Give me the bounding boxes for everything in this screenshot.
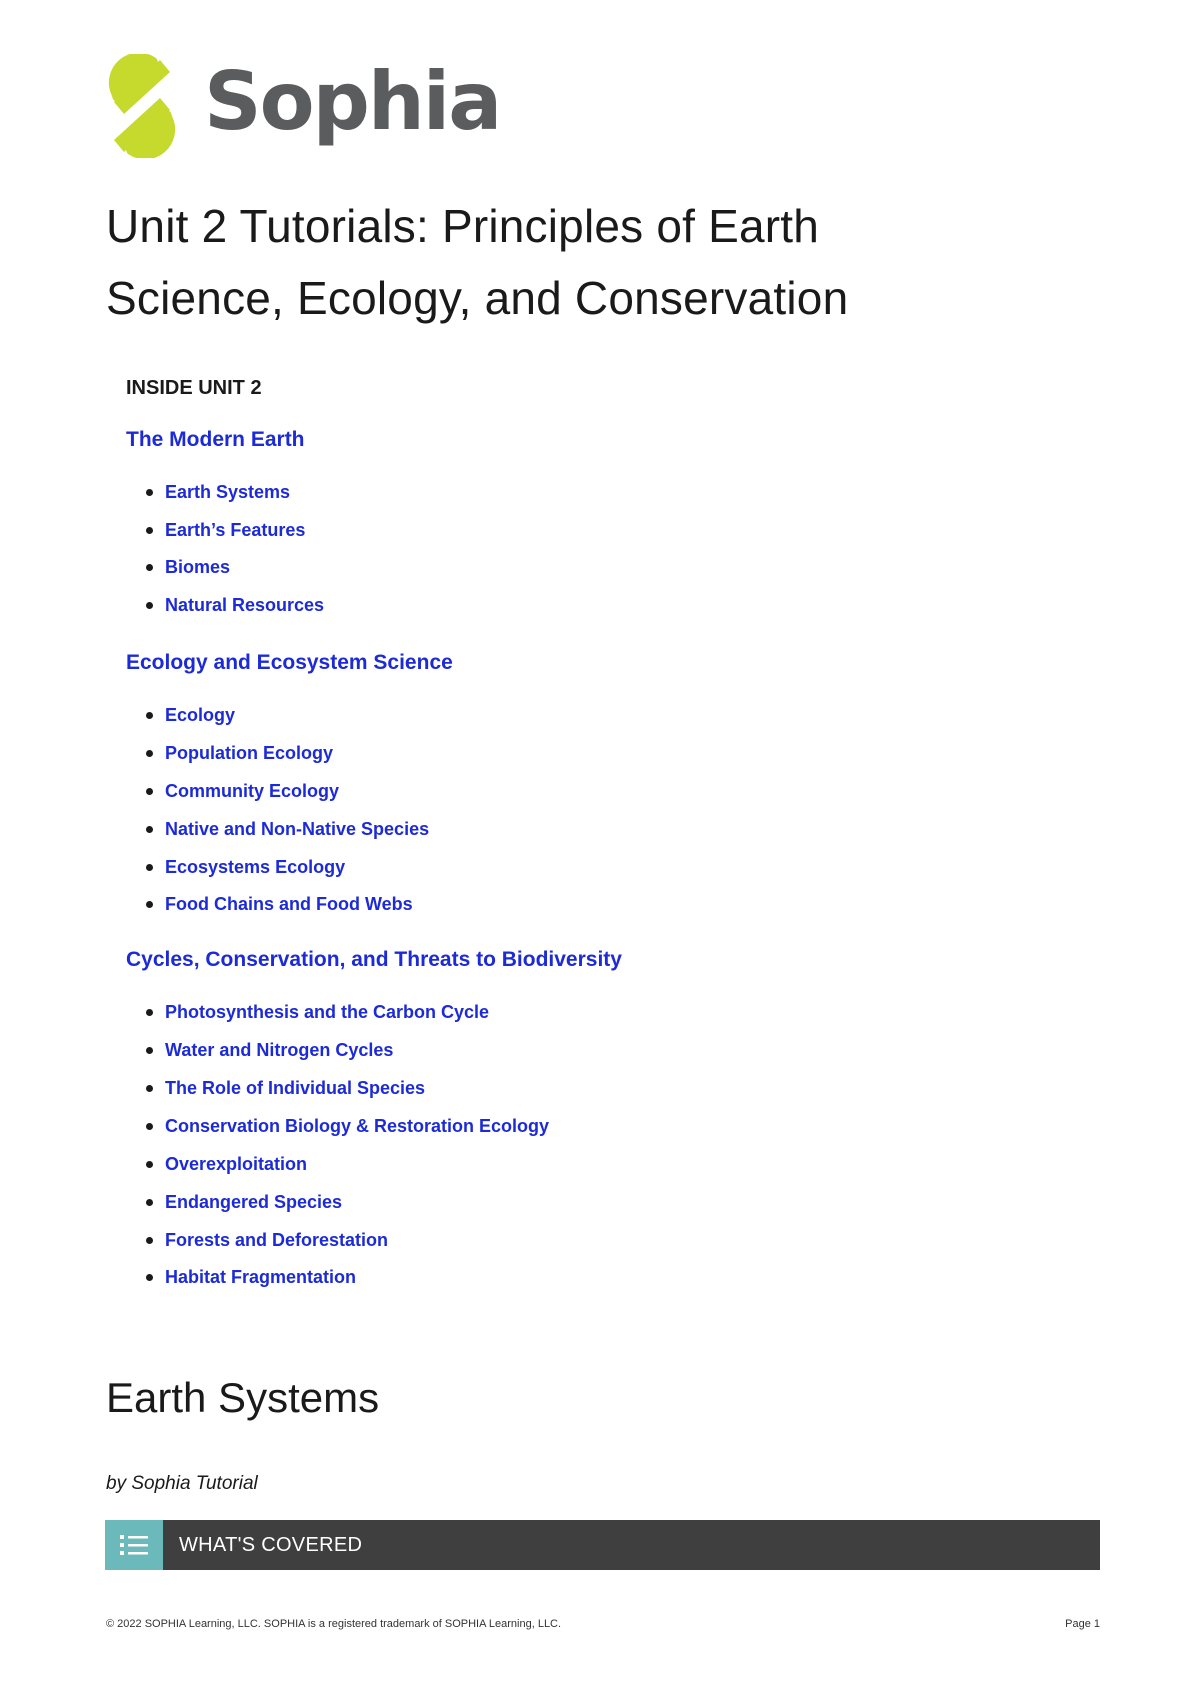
bullet-icon <box>146 1009 153 1016</box>
bullet-icon <box>146 712 153 719</box>
list-item <box>146 892 413 916</box>
list-item <box>146 1152 307 1176</box>
list-item <box>146 779 339 803</box>
bullet-icon <box>146 864 153 871</box>
list-item <box>146 518 305 542</box>
tutorial-byline: by Sophia Tutorial <box>106 1473 258 1494</box>
bullet-icon <box>146 1199 153 1206</box>
list-item <box>146 703 235 727</box>
link-conservation-biology[interactable]: Conservation Biology & Restoration Ecology <box>165 1116 550 1136</box>
link-community-ecology[interactable]: Community Ecology <box>165 781 340 801</box>
bullet-icon <box>146 1161 153 1168</box>
link-earth-systems[interactable]: Earth Systems <box>165 482 291 502</box>
footer-copyright: © 2022 SOPHIA Learning, LLC. SOPHIA is a registered trademark of SOPHIA Learning, LLC. <box>106 1618 562 1630</box>
bullet-icon <box>146 1123 153 1130</box>
page-title-line-1: Unit 2 Tutorials: Principles of Earth <box>106 200 820 252</box>
bullet-icon <box>146 1237 153 1244</box>
link-endangered-species[interactable]: Endangered Species <box>165 1192 343 1212</box>
link-ecology[interactable]: Ecology <box>165 705 236 725</box>
list-item <box>146 855 345 879</box>
link-role-of-species[interactable]: The Role of Individual Species <box>165 1078 426 1098</box>
list-item <box>146 593 324 617</box>
link-earths-features[interactable]: Earth’s Features <box>165 520 306 540</box>
bullet-icon <box>146 788 153 795</box>
bullet-icon <box>146 750 153 757</box>
link-forests-deforestation[interactable]: Forests and Deforestation <box>165 1230 389 1250</box>
link-ecosystems-ecology[interactable]: Ecosystems Ecology <box>165 857 346 877</box>
section-heading-modern-earth[interactable]: The Modern Earth <box>126 428 305 451</box>
bullet-icon <box>146 826 153 833</box>
bullet-icon <box>146 564 153 571</box>
list-item <box>146 1000 489 1024</box>
inside-unit-label: INSIDE UNIT 2 <box>126 377 262 399</box>
list-item <box>146 1038 393 1062</box>
link-habitat-fragmentation[interactable]: Habitat Fragmentation <box>165 1267 357 1287</box>
list-item <box>146 817 429 841</box>
bullet-icon <box>146 901 153 908</box>
list-item <box>146 480 290 504</box>
list-icon <box>105 1520 163 1570</box>
bullet-icon <box>146 1274 153 1281</box>
whats-covered-label: WHAT'S COVERED <box>179 1533 363 1556</box>
link-population-ecology[interactable]: Population Ecology <box>165 743 334 763</box>
list-item <box>146 1190 342 1214</box>
list-item <box>146 1228 388 1252</box>
section-heading-ecology[interactable]: Ecology and Ecosystem Science <box>126 651 453 674</box>
page-title <box>106 190 1106 334</box>
bullet-icon <box>146 1047 153 1054</box>
list-item <box>146 1265 356 1289</box>
link-native-species[interactable]: Native and Non-Native Species <box>165 819 430 839</box>
bullet-icon <box>146 602 153 609</box>
link-water-nitrogen[interactable]: Water and Nitrogen Cycles <box>165 1040 394 1060</box>
list-item <box>146 1114 549 1138</box>
logo-wordmark: Sophia <box>204 55 501 148</box>
link-natural-resources[interactable]: Natural Resources <box>165 595 325 615</box>
bullet-icon <box>146 489 153 496</box>
page-title-line-2: Science, Ecology, and Conservation <box>106 272 849 324</box>
sophia-logo <box>104 54 500 158</box>
link-biomes[interactable]: Biomes <box>165 557 231 577</box>
list-item <box>146 741 333 765</box>
sophia-logo-mark-icon <box>104 54 180 158</box>
whats-covered-bar[interactable] <box>105 1520 1100 1570</box>
bullet-icon <box>146 527 153 534</box>
link-food-chains[interactable]: Food Chains and Food Webs <box>165 894 413 914</box>
list-item <box>146 555 230 579</box>
footer-page-number: Page 1 <box>1065 1618 1100 1630</box>
section-heading-cycles[interactable]: Cycles, Conservation, and Threats to Biodiversity <box>126 948 622 971</box>
list-item <box>146 1076 425 1100</box>
bullet-icon <box>146 1085 153 1092</box>
link-photosynthesis[interactable]: Photosynthesis and the Carbon Cycle <box>165 1002 490 1022</box>
link-overexploitation[interactable]: Overexploitation <box>165 1154 308 1174</box>
tutorial-title: Earth Systems <box>106 1374 380 1421</box>
